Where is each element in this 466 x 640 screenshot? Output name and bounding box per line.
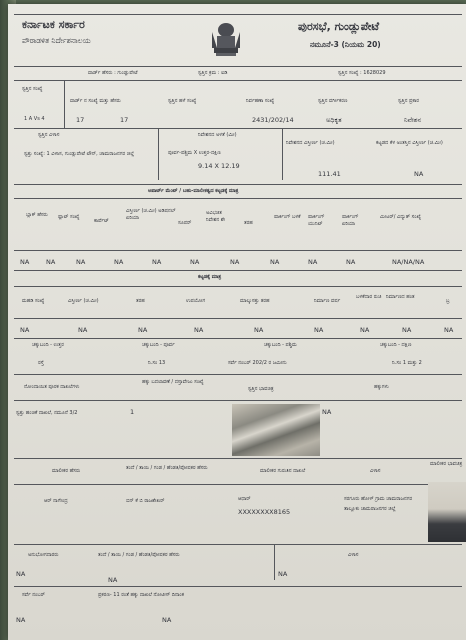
floor-type-value: NA [138, 326, 148, 334]
rule [14, 80, 462, 81]
rule [14, 458, 462, 459]
owner-relation-label: ತಂದೆ / ತಾಯಿ / ಗಂಡ / ಹೆಂಡತಿ/ಪೋಷಕರ ಹೆಸರು [126, 465, 208, 471]
floor-type-header: ತರಹ [136, 298, 145, 304]
class-header: ಸ್ವತ್ತಿನ ವರ್ಗೀಕರಣ [318, 98, 348, 104]
owner-name: ಆರ್ ನಾಗೇಂದ್ರ [44, 498, 68, 504]
boundary-east: ಚಕ್ಕುಬಂದಿ - ಪೂರ್ವ [142, 342, 175, 348]
area-label: ನಿವೇಶನದ ವಿಸ್ತೀರ್ಣ (ಚ.ಮೀ) [286, 140, 335, 146]
building-section-title: ಕಟ್ಟಡಕ್ಕೆ ಮಾತ್ರ [198, 274, 222, 280]
occupant-relation-label: ತಂದೆ / ತಾಯಿ / ಗಂಡ / ಹೆಂಡತಿ/ಪೋಷಕರ ಹೆಸರು [98, 552, 180, 558]
col-rule [158, 128, 159, 180]
owner-photo-label: ಮಾಲೀಕರ ಭಾವಚಿತ್ರ [430, 461, 463, 467]
rule [14, 586, 462, 587]
occupant-relation: NA [108, 576, 118, 584]
rule [14, 66, 462, 67]
dims-label: ನಿವೇಶನದ ಅಳತೆ (ಮೀ) [198, 132, 237, 138]
form-number: ನಮೂನೆ-3 (ನಿಯಮ 20) [310, 40, 381, 49]
boundary-plot: ನಿ.ಸಂ 13 [148, 360, 166, 366]
apartment-section-title: ಅಪಾರ್ಟ್ ಮೆಂಟ್ / ಬಹು-ಮಾಲೀಕತ್ವದ ಕಟ್ಟಡಕ್ಕೆ ಮಾತ್ರ [148, 188, 239, 194]
rule [14, 270, 462, 271]
rule [14, 400, 462, 401]
gov-title: ಕರ್ನಾಟಕ ಸರ್ಕಾರ [22, 18, 85, 31]
ward-header: ವಾರ್ಡ್ ನ ಸಂಖ್ಯೆ ಮತ್ತು ಹೆಸರು [70, 98, 121, 104]
doc-value: ಸ್ವತ್ತು ಹಂಚಿಕೆ ದಾಖಲೆ, ನಮೂನೆ 3/2 [16, 410, 78, 416]
occupant-address: NA [278, 570, 288, 578]
address-label: ಸ್ವತ್ತಿನ ವಿಳಾಸ [38, 132, 60, 138]
carpet-value: NA [76, 258, 86, 266]
occupant-name: NA [16, 570, 26, 578]
boundary-west: ಚಕ್ಕುಬಂದಿ - ಪಶ್ಚಿಮ [264, 342, 297, 348]
property-key: ಸ್ವತ್ತಿನ ಕ್ರಮ : ಐಡಿ [198, 70, 228, 76]
undivided-header: ಅವಿಭಜಿತ ನಿವೇಶನ ಶೇ [206, 210, 226, 223]
rule [14, 318, 462, 319]
floor-stage-value: NA [402, 326, 412, 334]
property-form-sheet [8, 4, 466, 640]
class-value: ಅಧಿಕೃತ [326, 116, 342, 124]
survey-label: ಸರ್ವೆ ನಂಬರ್ [22, 592, 45, 598]
flat-header: ಫ್ಲಾಟ್ ಸಂಖ್ಯೆ [58, 214, 80, 220]
parking-unit-header: ಪಾರ್ಕಿಂಗ್ ಯುನಿಟ್ [308, 214, 325, 227]
rule [14, 286, 462, 287]
type-header-b: ತರಹ [244, 220, 253, 226]
floor-year-header: ನಿರ್ಮಾಣ ವರ್ಷ [314, 298, 341, 304]
docs-col-3: ಸ್ವತ್ತಿನ ಭಾವಚಿತ್ರ [248, 386, 274, 392]
flat-value: NA [46, 258, 56, 266]
floor-use-value: NA [194, 326, 204, 334]
floor-ownership-value: NA [254, 326, 264, 334]
boundary-south: ಚಕ್ಕುಬಂದಿ - ದಕ್ಷಿಣ [380, 342, 412, 348]
floor-year-value: NA [314, 326, 324, 334]
builtup-label: ಕಟ್ಟಡದ ಕೆಳ ಅಂತಸ್ತಿನ ವಿಸ್ತೀರ್ಣ (ಚ.ಮೀ) [376, 140, 443, 146]
rule [14, 14, 462, 15]
property-no-label: ಸ್ವತ್ತಿನ ಸಂಖ್ಯೆ [22, 86, 43, 92]
rule [14, 198, 462, 199]
rule [14, 374, 462, 375]
dept-title: ಪೌರಾಡಳಿತ ನಿರ್ದೇಶನಾಲಯ [22, 36, 91, 45]
parking-unit-value: NA [308, 258, 318, 266]
notice-label: ಪ್ರಕರಣ- 11 ರಂತೆ ಹಕ್ಕು ದಾಖಲೆ ನೋಟೀಸ್ ದಿನಾಂಕ [98, 592, 184, 598]
rule [14, 250, 462, 251]
super-value: NA [152, 258, 162, 266]
doc-number: 1 [130, 408, 135, 416]
floor-extra-value: NA [444, 326, 454, 334]
old-no-value: 17 [120, 116, 129, 124]
rights-value: NA [322, 408, 332, 416]
rule [14, 184, 462, 185]
carpet-header: ಕಾರ್ಪೆಟ್ [94, 218, 109, 224]
floor-stage-header: ನಿರ್ಮಾಣದ ಹಂತ [386, 294, 415, 300]
parking-use-value: NA [270, 258, 280, 266]
boundary-road: ರಸ್ತೆ [38, 360, 44, 366]
owner-id-value: XXXXXXXX8165 [238, 508, 291, 516]
owner-id-label: ಮಾಲೀಕರ ಗುರುತಿನ ದಾಖಲೆ [260, 468, 306, 474]
floor-user-value: NA [360, 326, 370, 334]
owner-photo [428, 482, 466, 542]
rule [14, 128, 462, 129]
ward-name: ವಾರ್ಡ್ ಹೆಸರು : ಗುಂಡ್ಲುಪೇಟೆ [88, 70, 138, 76]
property-no-value: 1 A Vs 4 [24, 116, 45, 122]
floor-extra-header: ಬ್ರ [446, 298, 450, 304]
super-header: ಸೂಪರ್ [178, 220, 192, 226]
block-value: NA [20, 258, 30, 266]
boundary-survey: ಸರ್ವೆ ನಂಬರ್ 202/2 ರ ಜಮೀನು [228, 360, 287, 366]
owner-id-type: ಆಧಾರ್ [238, 496, 251, 502]
builtup-value: NA [414, 170, 424, 178]
dims-sub: ಪೂರ್ವ-ಪಶ್ಚಿಮ X ಉತ್ತರ-ದಕ್ಷಿಣ [168, 150, 221, 156]
karnataka-emblem-icon [206, 18, 246, 58]
property-photo [232, 404, 320, 456]
undivided-value: NA [190, 258, 200, 266]
docs-col-2: ಹಕ್ಕು ಬದಲಾವಣೆ / ದಸ್ತಾವೇಜು ಸಂಖ್ಯೆ [142, 379, 204, 385]
floor-area-value: NA [78, 326, 88, 334]
rule [14, 544, 462, 545]
ward-value: 17 [76, 116, 85, 124]
address-value: ಸ್ವತ್ತು ಸಂಖ್ಯೆ: 1 ವಿಳಾಸ, ಗುಂಡ್ಲುಪೇಟೆ ಟೌನ್, ಚಾಮರಾಜನಗರ ಜಿಲ್ಲೆ [24, 151, 135, 157]
type-value-b: NA [230, 258, 240, 266]
occupant-label: ಅನುಭೋಗದಾರರು [28, 552, 59, 558]
floor-use-header: ಉಪಯೋಗ [186, 298, 206, 304]
notice-value: NA [162, 616, 172, 624]
type-value: ನಿವೇಶನ [404, 116, 422, 124]
meter-header: ಮೀಟರ್/ ವಿದ್ಯುತ್ ಸಂಖ್ಯೆ [380, 214, 422, 220]
parking-area-value: NA [346, 258, 356, 266]
docs-col-4: ಹಕ್ಕುಗಳು [374, 384, 389, 390]
owner-address-label: ವಿಳಾಸ [370, 468, 381, 474]
area-value: 111.41 [318, 170, 341, 178]
col-rule [274, 544, 275, 580]
municipality-title: ಪುರಸಭೆ, ಗುಂಡ್ಲುಪೇಟೆ [298, 20, 380, 33]
additional-area-value: NA [114, 258, 124, 266]
parking-use-header: ಪಾರ್ಕಿಂಗ್ ಬಳಕೆ [274, 214, 301, 220]
docs-col-1: ನೋಂದಾಯಿತ ಪೂರಕ ದಾಖಲೆಗಳು [24, 384, 80, 390]
owner-name-label: ಮಾಲೀಕರ ಹೆಸರು [52, 468, 81, 474]
boundary-plot-2: ನಿ.ಸಂ 1 ಮತ್ತು 2 [392, 360, 422, 366]
col-rule [64, 80, 65, 128]
floor-no-header: ಮಹಡಿ ಸಂಖ್ಯೆ [22, 298, 45, 304]
property-id: ಸ್ವತ್ತಿನ ಸಂಖ್ಯೆ : 1628029 [338, 70, 386, 76]
mgmt-no-value: 2431/202/14 [252, 116, 294, 124]
occupant-address-label: ವಿಳಾಸ [348, 552, 359, 558]
survey-value: NA [16, 616, 26, 624]
owner-address: ಸರಗೂರು ಹೋಳ್ ಗ್ರಾಮ ಚಾಮರಾಜನಗರ ತಾಲ್ಲೂಕು ಚಾಮರಾಜನಗರ ಜಿಲ್ಲೆ [344, 496, 413, 512]
dims-value: 9.14 X 12.19 [198, 162, 240, 170]
meter-value: NA/NA/NA [392, 258, 425, 266]
mgmt-no-header: ನಿರ್ವಹಣಾ ಸಂಖ್ಯೆ [246, 98, 275, 104]
floor-ownership-header: ಮಾಲ್ಕುಸತ್ತು ತರಹ [240, 298, 270, 304]
rule [14, 338, 462, 339]
floor-no-value: NA [20, 326, 30, 334]
rule [14, 484, 462, 485]
additional-area-header: ವಿಸ್ತೀರ್ಣ (ಚ.ಮೀ) ಅಡಿಷನಲ್ ಏರಿಯಾ [126, 208, 176, 221]
boundary-north: ಚಕ್ಕುಬಂದಿ - ಉತ್ತರ [32, 342, 64, 348]
old-no-header: ಸ್ವತ್ತಿನ ಹಳೆ ಸಂಖ್ಯೆ [168, 98, 197, 104]
owner-relation: ಬಿನ್ ಕೆ ಬಿ ರಾಜಶೇಖರ್ [126, 498, 165, 504]
block-header: ಬ್ಲಾಕ್ ಹೆಸರು [26, 212, 48, 218]
floor-area-header: ವಿಸ್ತೀರ್ಣ (ಚ.ಮೀ) [68, 298, 99, 304]
floor-user-header: ಬಳಕೆದಾರ ರುಚಿ [356, 294, 382, 300]
col-rule [282, 128, 283, 180]
type-header: ಸ್ವತ್ತಿನ ಪ್ರಕಾರ [398, 98, 420, 104]
parking-area-header: ಪಾರ್ಕಿಂಗ್ ಏರಿಯಾ [342, 214, 359, 227]
